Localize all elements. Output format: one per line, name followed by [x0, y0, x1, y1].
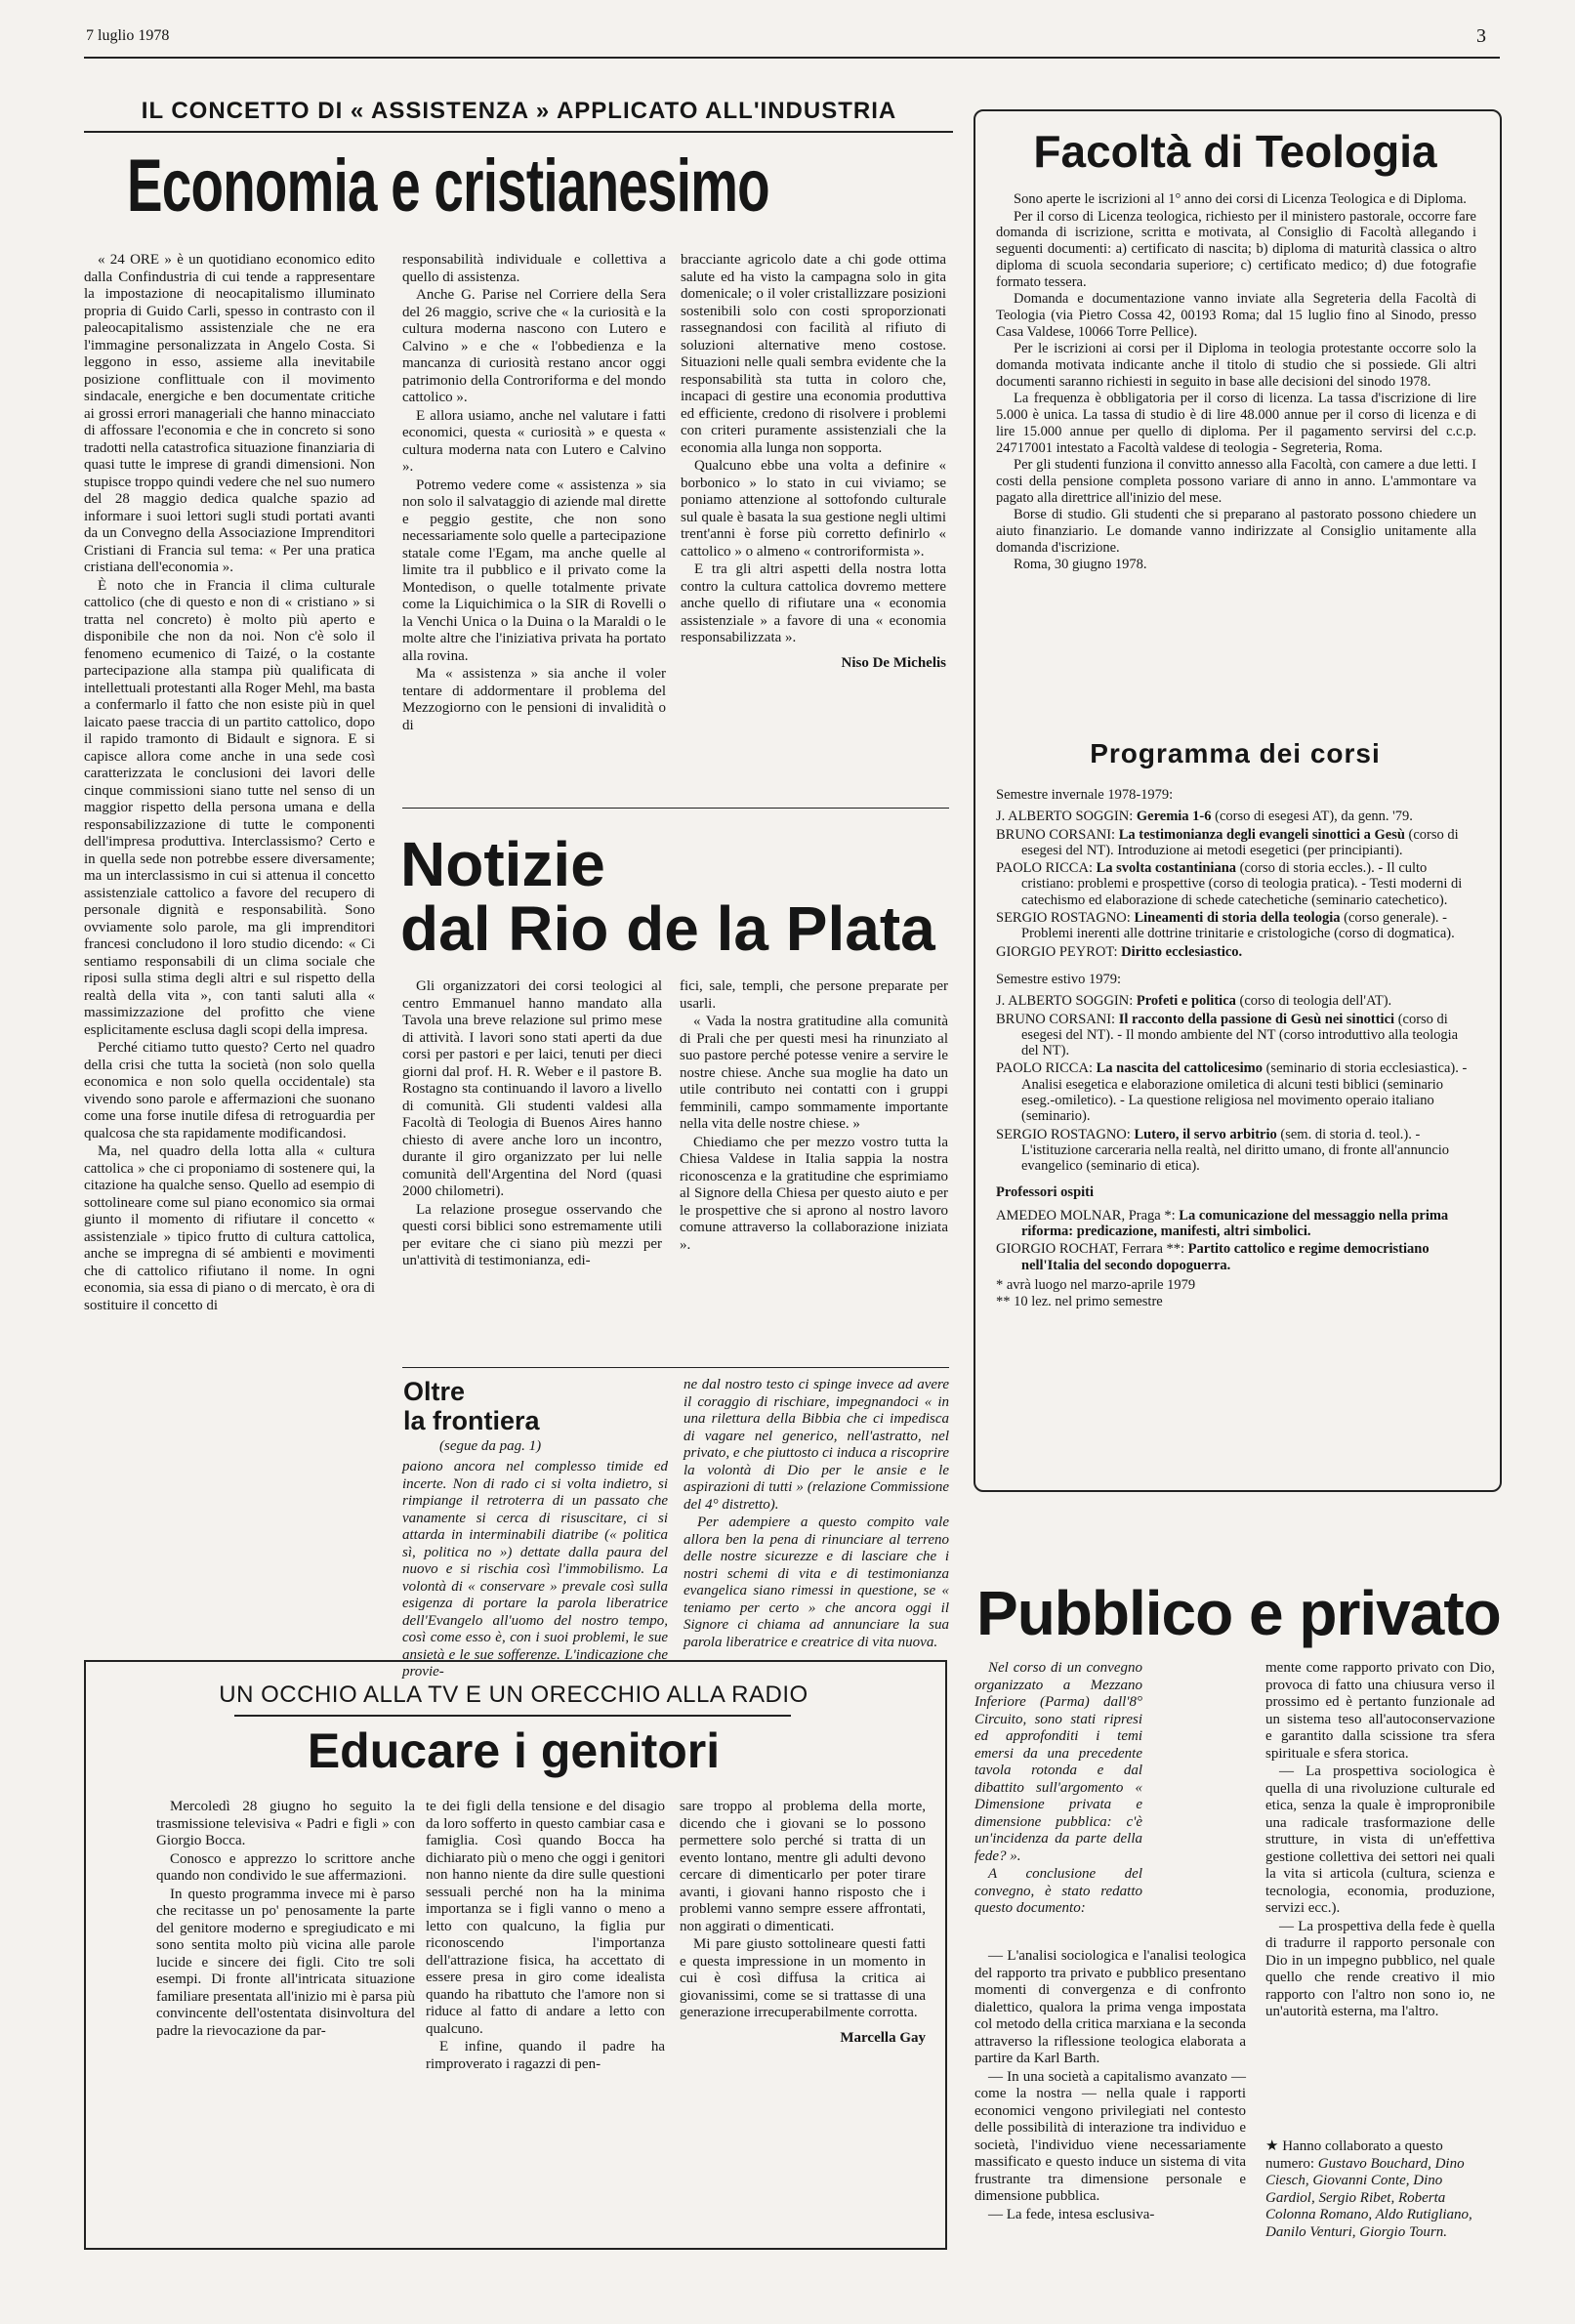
course-teacher: BRUNO CORSANI:: [996, 826, 1116, 843]
economia-bottom-rule: [402, 808, 949, 809]
paragraph: Domanda e documentazione vanno inviate alla Segreteria della Facoltà di Teologia (via Pietro Cossa 42, 00193 Roma; dal 15 luglio fino al Sinodo, presso Casa Valdese, 10066 Torre Pellice).: [996, 291, 1476, 340]
frontiera-continued: (segue da pag. 1): [439, 1438, 542, 1454]
economia-col-2: [402, 252, 666, 735]
course-teacher: GIORGIO ROCHAT, Ferrara **:: [996, 1241, 1185, 1258]
course-title: Diritto ecclesiastico.: [1121, 943, 1243, 960]
notizie-title-line-2: dal Rio de la Plata: [400, 893, 935, 964]
course-details: (corso di esegesi del NT). Introduzione ai metodi esegetici (per principianti).: [1021, 826, 1459, 858]
notizie-title: [400, 829, 935, 964]
pubblico-col-2: [974, 1948, 1246, 2224]
educare-signature: Marcella Gay: [840, 2029, 926, 2046]
pubblico-col-3: [1265, 1660, 1495, 2022]
ospiti-title: Professori ospiti: [996, 1183, 1095, 1200]
course-details: (corso di storia eccles.). - Il culto cristiano: problemi e prospettive (corso di teologia pratica). - Testi moderni di catechismo ed elaborazione di schede catechetiche (seminario catechetico).: [1021, 860, 1463, 908]
economia-kicker-rule: [84, 131, 953, 133]
course-details: (corso di teologia dell'AT).: [1239, 993, 1392, 1010]
frontiera-title: [403, 1377, 540, 1435]
paragraph: La relazione prosegue osservando che questi corsi biblici sono estremamente utili per evitare che ci siano più mezzi per un'attività di testimonianza, edi-: [402, 1201, 662, 1268]
paragraph: ne dal nostro testo ci spinge invece ad avere il coraggio di rischiare, impegnandoci « in una rilettura della Bibbia che ci impedisca di vagare nel generico, nell'astratto, nel privato, e che piuttosto ci induca a riscoprire la volontà di Dio per le ansie e le aspirazioni di tutti » (relazione Commissione del 4° distretto).: [684, 1377, 949, 1513]
course-entry: [996, 1208, 1478, 1240]
economia-col-1: [84, 252, 375, 1315]
course-title: Il racconto della passione di Gesù nei sinottici: [1118, 1011, 1395, 1027]
course-title: La svolta costantiniana: [1096, 860, 1237, 877]
course-entry: [996, 993, 1478, 1009]
semestre-estivo-label: Semestre estivo 1979:: [996, 971, 1122, 987]
course-teacher: J. ALBERTO SOGGIN:: [996, 993, 1134, 1010]
course-teacher: SERGIO ROSTAGNO:: [996, 1126, 1131, 1142]
paragraph: bracciante agricolo date a chi gode ottima salute ed ha visto la campagna solo in gita domenicale; o il voler cristallizzare posizioni sostenibili solo con costi sproporzionati rassegnandosi con facilità al rifiuto di soluzioni alternative meno costose. Situazioni nelle quali sembra evidente che la responsabilità sta tutta in coloro che, incapaci di gestire una economia produttiva ed efficiente, credono di risolvere i problemi con criteri puramente assistenziali che la economia alla lunga non sopporta.: [681, 252, 946, 456]
paragraph: Per gli studenti funziona il convitto annesso alla Facoltà, con camere a due letti. I costi della pensione completa possono variare di anno in anno. L'ammontare va pagato alla direttrice all'inizio del mese.: [996, 457, 1476, 506]
course-entry: [996, 944, 1478, 960]
course-details: (sem. di storia d. teol.). - L'istituzione carceraria nella realtà, nel diritto umano, di fronte all'annuncio evangelico (seminario di etica).: [1021, 1126, 1450, 1175]
paragraph: Roma, 30 giugno 1978.: [1014, 557, 1147, 573]
notizie-col-1: [402, 978, 662, 1271]
course-teacher: SERGIO ROSTAGNO:: [996, 910, 1131, 927]
course-details: (corso di esegesi AT), da genn. '79.: [1215, 809, 1413, 825]
course-title: La comunicazione del messaggio nella prima riforma: predicazione, manifesti, altri simbolici.: [1021, 1207, 1449, 1240]
programma-title: Programma dei corsi: [1090, 738, 1381, 768]
frontiera-col-2: [684, 1377, 949, 1652]
course-teacher: AMEDEO MOLNAR, Praga *:: [996, 1207, 1176, 1224]
header-rule: [84, 57, 1500, 59]
course-details: (corso generale). - Problemi inerenti alle dottrine trinitarie e cristologiche (corso di dogmatica).: [1021, 910, 1455, 942]
paragraph: Anche G. Parise nel Corriere della Sera del 26 maggio, scrive che « la curiosità e la cultura moderna nascono con Lutero e Calvino » e che « l'obbedienza e la mancanza di curiosità restano ancor oggi patrimonio della Controriforma e del mondo cattolico ».: [402, 287, 666, 405]
course-teacher: GIORGIO PEYROT:: [996, 943, 1118, 960]
course-title: La nascita del cattolicesimo: [1096, 1060, 1263, 1077]
paragraph: Ma, nel quadro della lotta alla « cultura cattolica » che ci proponiamo di sostenere qui, la citazione ha qualche senso. Quello ad esempio di sottolineare come sul piano economico sia ormai giunto il momento di rifiutare il concetto « assistenziale » tipico frutto di cultura cattolica, anche se impregna di sé ambienti e movimenti che di cattolico rifiutano il nome. In ogni economia, sia essa di piano o di mercato, è ora di sostituire il concetto di: [84, 1143, 375, 1313]
paragraph: E tra gli altri aspetti della nostra lotta contro la cultura cattolica dovremo mettere anche quello di rifiutare una « economia assistenziale » a favore di una « economia responsabilizzata ».: [681, 561, 946, 645]
footnote: ** 10 lez. nel primo semestre: [996, 1294, 1163, 1310]
economia-col-3: [681, 252, 946, 672]
programma-list: [996, 787, 1478, 1311]
invernale-courses: [996, 809, 1478, 960]
paragraph: te dei figli della tensione e del disagio da loro sofferto in questo cambiar casa e famiglia. Così quando Bocca ha dichiarato più o meno che oggi i genitori non hanno niente da dire sulle questioni sessuali perché non ha la minima importanza se i figli vanno o meno a letto con qualcuno, la figlia pur riconoscendo l'importanza dell'attrazione fisica, ha accettato di essere presa in giro come idealista quando ha ribattuto che l'amore non si riduce al fatto di andare a letto con qualcuno.: [426, 1799, 665, 2037]
course-title: Partito cattolico e regime democristiano nell'Italia del secondo dopoguerra.: [1021, 1241, 1430, 1273]
collaborators-prefix: Hanno collaborato a questo numero:: [1265, 2138, 1443, 2172]
paragraph: paiono ancora nel complesso timide ed incerte. Non di rado ci si volta indietro, si rimpiange il retroterra di un passato che vanamente si cerca di risuscitare, ci si attarda in interminabili diatribe (« politica sì, politica no ») dettate dalla paura del nuovo e si rischia così l'immobilismo. La volontà di « conservare » prevale così sulla esigenza di portare la parola liberatrice dell'Evangelo all'uomo del nostro tempo, così come esso è, con i suoi problemi, le sue ansietà e le sue sofferenze. L'indicazione che provie-: [402, 1459, 668, 1680]
course-title: Lineamenti di storia della teologia: [1134, 910, 1341, 927]
paragraph: Conosco e apprezzo lo scrittore anche quando non condivido le sue affermazioni.: [156, 1850, 415, 1884]
header-date: 7 luglio 1978: [86, 27, 170, 44]
paragraph: mente come rapporto privato con Dio, provoca di fatto una chiusura verso il prossimo ed è pertanto funzionale ad un sistema teso all'autoconservazione e garantito dalla scissione tra sfera spirituale e sfera storica.: [1265, 1660, 1495, 1762]
educare-col-1: [156, 1799, 415, 2041]
paragraph: A conclusione del convegno, è stato redatto questo documento:: [974, 1866, 1142, 1916]
economia-kicker: IL CONCETTO DI « ASSISTENZA » APPLICATO ALL'INDUSTRIA: [141, 98, 897, 124]
economia-title: Economia e cristianesimo: [127, 145, 769, 228]
educare-col-3: [680, 1799, 926, 2047]
paragraph: — La prospettiva della fede è quella di tradurre il rapporto personale con Dio in un impegno pubblico, nel quale quello che rende creativo il mio rapporto con l'altro non sono io, ne un'autorità esterna, ma l'altro.: [1265, 1918, 1495, 2019]
course-entry: [996, 1241, 1478, 1273]
facolta-text: [996, 191, 1476, 574]
paragraph: E allora usiamo, anche nel valutare i fatti economici, questa « curiosità » e questa « cultura moderna nata con Lutero e Calvino ».: [402, 407, 666, 475]
star-icon: ★: [1265, 2138, 1279, 2154]
paragraph: — L'analisi sociologica e l'analisi teologica del rapporto tra privato e pubblico presentano momenti di convergenza e di confronto dialettico, qualora la prima venga impostata col metodo della critica marxiana e la seconda attraverso la riflessione teologica elaborata a partire da Karl Barth.: [974, 1948, 1246, 2066]
paragraph: Nel corso di un convegno organizzato a Mezzano Inferiore (Parma) dall'8° Circuito, sono stati ripresi ed approfonditi i temi emersi da una precedente tavola rotonda e dal dibattito sull'argomento « Dimensione privata e dimensione pubblica: c'è un'incidenza da parte della fede? ».: [974, 1660, 1142, 1864]
paragraph: — In una società a capitalismo avanzato — come la nostra — nella quale i rapporti economici vengono privilegiati nel contesto delle possibilità di interazione tra individuo e società, l'individuo viene necessariamente massificato e questo induce un sistema di vita frustrante tra dimensione personale e dimensione pubblica.: [974, 2068, 1246, 2204]
paragraph: « Vada la nostra gratitudine alla comunità di Prali che per questi mesi ha rinunziato al suo pastore perché potesse venire a servire le nostre chiese. Anche sua moglie ha dato un utile contributo nei contatti con i gruppi femminili, campo sommamente importante nella vita delle nostre chiese. »: [680, 1014, 948, 1132]
paragraph: Borse di studio. Gli studenti che si preparano al pastorato possono chiedere un aiuto finanziario. Le domande vanno indirizzate al Consiglio unitamente alla domanda d'iscrizione.: [996, 507, 1476, 556]
collaborators-names: Gustavo Bouchard, Dino Ciesch, Giovanni Conte, Dino Gardiol, Sergio Ribet, Roberta Colonna Romano, Aldo Rutigliano, Danilo Venturi, Giorgio Tourn.: [1265, 2155, 1472, 2240]
facolta-title: Facoltà di Teologia: [1033, 126, 1437, 177]
course-title: Lutero, il servo arbitrio: [1134, 1126, 1277, 1142]
course-entry: [996, 827, 1478, 859]
paragraph: « 24 ORE » è un quotidiano economico edito dalla Confindustria di cui tende a rappresentare la impostazione di neocapitalismo illuminato propria di Guido Carli, spesso in contrasto con il paleocapitalismo assistenziale che ne era l'immagine personalizzata in Angelo Costa. Si leggono in esso, assieme alla inevitabile posizione conflittuale con il movimento sindacale, energiche e ben documentate critiche ai grossi errori manageriali che hanno minacciato di affossare l'economia e che in concreto si sono tradotti nella catastrofica situazione finanziaria di quasi tutte le imprese di grandi dimensioni. Non stupisce troppo quindi vedere che nel suo numero del 28 maggio dedica qualche spazio ad informare i suoi lettori sugli studi portati avanti da un Convegno della Associazione Imprenditori Cristiani di Francia sul tema: « Per una pratica cristiana dell'economia ».: [84, 252, 375, 575]
paragraph: fici, sale, templi, che persone preparate per usarli.: [680, 978, 948, 1012]
notizie-title-line-1: Notizie: [400, 829, 605, 899]
paragraph: responsabilità individuale e collettiva a quello di assistenza.: [402, 252, 666, 285]
paragraph: — La prospettiva sociologica è quella di una rivoluzione culturale ed etica, senza la quale è impropronibile una radicale trasformazione delle strutture, in vista di un'effettiva gestione collettiva dei settori nei quali la vita si articola (cultura, scienza e tecnologia, economia, produzione, servizi ecc.).: [1265, 1764, 1495, 1916]
paragraph: Mercoledì 28 giugno ho seguito la trasmissione televisiva « Padri e figli » con Giorgio Bocca.: [156, 1799, 415, 1848]
course-entry: [996, 860, 1478, 908]
paragraph: Per il corso di Licenza teologica, richiesto per il ministero pastorale, occorre fare domanda di iscrizione, scritta e motivata, al Consiglio di Facoltà allegando i seguenti documenti: a) certificato di nascita; b) diploma di maturità classica o altro diploma di scuola secondaria superiore; c) certificato medico; d) due fotografie formato tessera.: [996, 208, 1476, 290]
semestre-invernale-label: Semestre invernale 1978-1979:: [996, 787, 1174, 803]
paragraph: Sono aperte le iscrizioni al 1° anno dei corsi di Licenza Teologica e di Diploma.: [1014, 191, 1467, 207]
paragraph: Chiediamo che per mezzo vostro tutta la Chiesa Valdese in Italia sappia la nostra riconoscenza e la gratitudine che esprimiamo al Signore della Chiesa per questo aiuto e per le prospettive che si aprono al nostro lavoro comune attraverso la collaborazione iniziata ».: [680, 1134, 948, 1253]
educare-title: Educare i genitori: [307, 1723, 721, 1778]
educare-col-2: [426, 1799, 665, 2074]
paragraph: Qualcuno ebbe una volta a definire « borbonico » lo stato in cui viviamo; se poniamo attenzione al sottofondo culturale sul quale è basata la sua gestione negli ultimi trent'anni è forse più corretto definirlo « cattolico » o almeno « controriformista ».: [681, 458, 946, 560]
course-details: (corso di esegesi del NT). - Il mondo ambiente del NT (corso introduttivo alla teologia del NT).: [1021, 1011, 1459, 1059]
course-teacher: PAOLO RICCA:: [996, 1060, 1093, 1077]
paragraph: Ma « assistenza » sia anche il voler tentare di addormentare il problema del Mezzogiorno con le pensioni di invalidità o di: [402, 666, 666, 733]
paragraph: Gli organizzatori dei corsi teologici al centro Emmanuel hanno mandato alla Tavola una breve relazione sul primo mese di attività. I lavori sono stati aperti da due corsi per pastori e per laici, tenuti per dieci giorni dal prof. H. R. Weber e il pastore B. Rostagno sta continuando il lavoro a livello di comunità. Gli studenti valdesi alla Facoltà di Teologia di Buenos Aires hanno chiesto di avere anche loro un incontro, durante il giro organizzato per lui nelle comunità dell'Argentina del Nord (quasi 2000 chilometri).: [402, 978, 662, 1199]
course-entry: [996, 910, 1478, 942]
ospiti-list: [996, 1208, 1478, 1273]
paragraph: In questo programma invece mi è parso che recitasse un po' penosamente la parte del genitore moderno e spregiudicato e mi sono sentita molto più vicina alle parole lucide e sincere dei figli. Cito tre soli esempi. Di fronte all'intricata situazione familiare presentata all'inizio mi è parsa più convincente dell'ostentata disinvoltura del padre la rievocazione da par-: [156, 1886, 415, 2039]
course-title: Geremia 1-6: [1136, 809, 1212, 825]
paragraph: — La fede, intesa esclusiva-: [988, 2206, 1155, 2222]
course-details: (seminario di storia ecclesiastica). - Analisi esegetica e elaborazione omiletica di alcuni testi biblici (seminario eseg.-omiletico). - La questione religiosa nel movimento operaio italiano (seminario).: [1021, 1060, 1468, 1125]
estivo-courses: [996, 993, 1478, 1174]
paragraph: Per adempiere a questo compito vale allora ben la pena di rinunciare al terreno delle nostre sicurezze e di lasciare che i nostri schemi di vita e di testimonianza evangelica siano rimessi in questione, se « teniamo per certo » che ancora oggi il Signore ci chiama ad annunciare la sua parola liberatrice e creatrice di vita nuova.: [684, 1515, 949, 1650]
course-teacher: J. ALBERTO SOGGIN:: [996, 809, 1134, 825]
paragraph: E infine, quando il padre ha rimproverato i ragazzi di pen-: [426, 2039, 665, 2072]
course-entry: [996, 1060, 1478, 1124]
paragraph: Perché citiamo tutto questo? Certo nel quadro della crisi che tutta la società (non solo quella economica e non solo quella occidentale) sta vivendo sono parole e affermazioni che suonano come una forse inutile difesa di retroguardia per qualcosa che sta rapidamente modificandosi.: [84, 1040, 375, 1141]
paragraph: Mi pare giusto sottolineare questi fatti e questa impressione in un momento in cui è così diffusa la critica ai giovanissimi, come se si trattasse di una generazione irrecuperabilmente corrotta.: [680, 1936, 926, 2020]
footnote: * avrà luogo nel marzo-aprile 1979: [996, 1277, 1196, 1294]
frontiera-col-1: [402, 1459, 668, 1682]
paragraph: È noto che in Francia il clima culturale cattolico (che di questo e non di « cristiano » si tratta nel concreto) è molto più aperto e disponibile che non da noi. Non c'è solo il fenomeno ecumenico di Taizé, o la costante partecipazione alla stampa più qualificata di intellettuali protestanti alla Roger Mehl, ma basta a confermarlo il fatto che non esiste più in quel laicato paese traccia di un partito cattolico, dopo il rapido tramonto di Bidault e signora. E si capisce allora come anche in una sede così caratterizzata le conclusioni dei lavori delle cinque commissioni siano tutte nel senso di un maggior rispetto della persona umana e della responsabilizzazione di tutte le componenti dell'impresa produttiva. Interclassismo? Certo e in quella sede non potrebbe essere diversamente; ma un interclassismo in cui si attenua il concetto assistenziale cattolico a favore del recupero di personale dignità e responsabilità. Sono ovviamente solo parole, ma gli imprenditori francesi concludono il loro studio dicendo: « Ci sentiamo responsabili di un clima sociale che riposi sulla stima degli altri e sul rispetto della realtà della vita », con tanti saluti alla « massimizzazione del profitto che viene esplicitamente esclusa dagli scopi della impresa.: [84, 577, 375, 1038]
educare-kicker-rule: [234, 1715, 791, 1717]
course-teacher: PAOLO RICCA:: [996, 860, 1093, 877]
pubblico-title: Pubblico e privato: [976, 1578, 1501, 1648]
economia-signature: Niso De Michelis: [841, 654, 946, 671]
notizie-col-2: [680, 978, 948, 1255]
paragraph: Potremo vedere come « assistenza » sia non solo il salvataggio di aziende mal dirette e peggio gestite, che non sono necessariamente solo quelle a partecipazione statale come l'Egam, ma anche quelle al limite tra il pubblico e il privato come la Montedison, o quelle totalmente private come la Liquichimica o la SIR di Rovelli o la Venchi Unica o la Duina o la Maraldi o le molte altre che l'iniziativa privata ha portato alla rovina.: [402, 477, 666, 664]
course-title: La testimonianza degli evangeli sinottici a Gesù: [1118, 826, 1405, 843]
notizie-bottom-rule: [402, 1367, 949, 1368]
educare-kicker: UN OCCHIO ALLA TV E UN ORECCHIO ALLA RADIO: [219, 1681, 808, 1708]
course-entry: [996, 1127, 1478, 1175]
paragraph: Per le iscrizioni ai corsi per il Diploma in teologia protestante occorre solo la domanda motivata indicante anche il titolo di studio che si possiede. Gli altri documenti saranno richiesti in seguito in base alle decisioni del sinodo 1978.: [996, 341, 1476, 390]
course-entry: [996, 1012, 1478, 1059]
frontiera-title-line-1: Oltre: [403, 1377, 466, 1406]
page-number: 3: [1476, 25, 1486, 47]
paragraph: sare troppo al problema della morte, dicendo che i giovani se lo possono permettere solo perché si tratta di un evento lontano, mentre gli adulti devono cercare di dimenticarlo per poter tirare avanti, i giovani hanno risposto che i problemi vanno sempre essere affrontati, non aggirati o dimenticati.: [680, 1799, 926, 1934]
course-entry: [996, 809, 1478, 824]
collaborators-note: [1265, 2138, 1495, 2241]
frontiera-title-line-2: la frontiera: [403, 1406, 540, 1435]
course-teacher: BRUNO CORSANI:: [996, 1011, 1116, 1027]
paragraph: La frequenza è obbligatoria per il corso di licenza. La tassa d'iscrizione di lire 5.000 è unica. La tassa di studio è di lire 48.000 annue per il corso di licenza e di lire 15.000 annue per quello di diploma. Per il pagamento servirsi del c.c.p. 24717001 intestato a Facoltà valdese di teologia - Segreteria, Roma.: [996, 391, 1476, 456]
course-title: Profeti e politica: [1136, 993, 1236, 1010]
pubblico-col-1: [974, 1660, 1142, 1919]
